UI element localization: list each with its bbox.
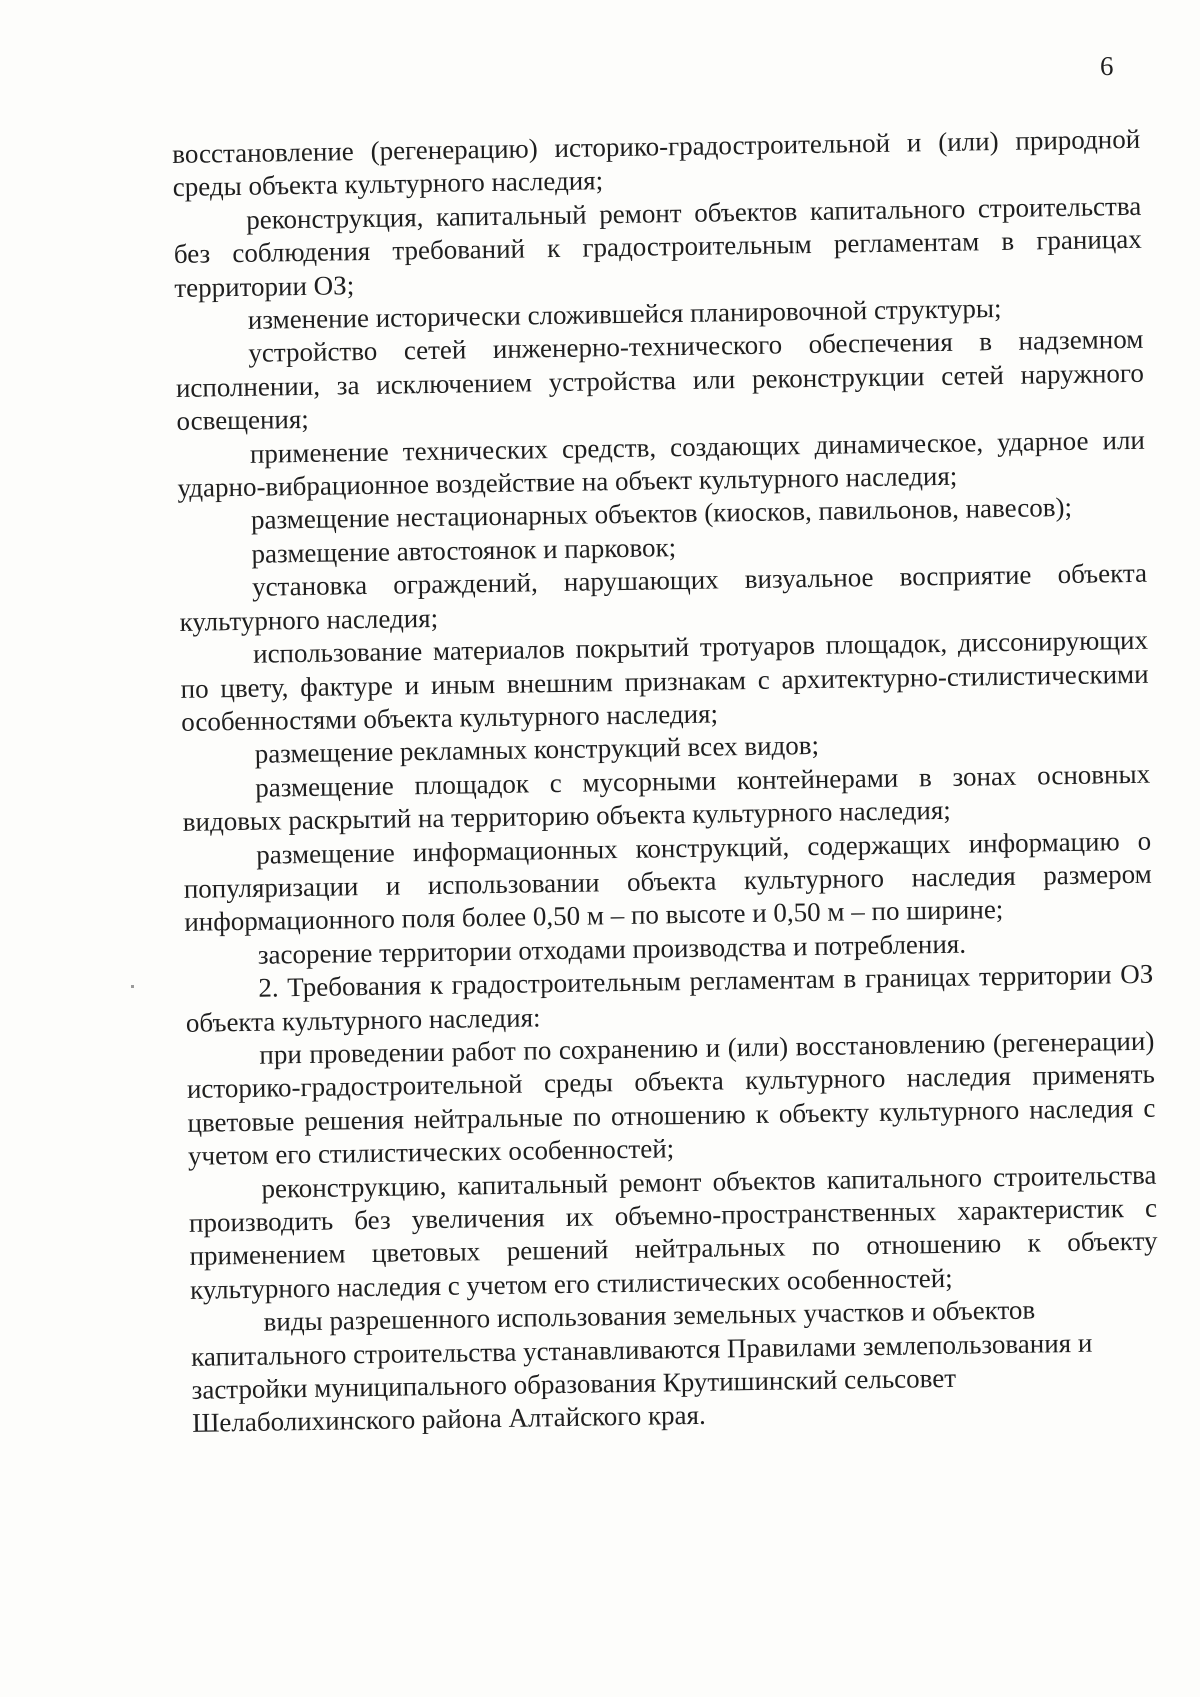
paragraph: установка ограждений, нарушающих визуальное восприятие объекта культурного наследия; xyxy=(179,558,1148,637)
paragraph: размещение автостоянок и парковок; xyxy=(251,532,677,569)
paragraph: при проведении работ по сохранению и (или) восстановлению (регенерации) историко-градостроительной среды объекта культурного наследия применять цветовые решения нейтральные по отношению к объекту культурного наследия с учетом его стилистических особенностей; xyxy=(186,1025,1156,1172)
paragraph: виды разрешенного использования земельных участков и объектов капитального строительства устанавливаются Правилами землепользования и застройки муниципального образования Крутишинский сельсовет Шелаболихинского района Алтайского края. xyxy=(190,1294,1093,1439)
paragraph: реконструкция, капитальный ремонт объектов капитального строительства без соблюдения требований к градостроительным регламентам в границах территории ОЗ; xyxy=(173,190,1142,303)
paragraph: реконструкцию, капитальный ремонт объектов капитального строительства производить без увеличения их объемно-пространственных характеристик с применением цветовых решений нейтральных по отношению к объекту культурного наследия с учетом его стилистических особенностей; xyxy=(188,1159,1158,1305)
paragraph: размещение рекламных конструкций всех видов; xyxy=(254,730,820,770)
paragraph: размещение информационных конструкций, содержащих информацию о популяризации и использовании объекта культурного наследия размером информационного поля более 0,50 м – по высоте и 0,50 м – по ширине; xyxy=(183,825,1152,938)
section-heading-paragraph: 2. Требования к градостроительным регламентам в границах территории ОЗ объекта культурного наследия: xyxy=(185,958,1154,1038)
paragraph: восстановление (регенерацию) историко-градостроительной и (или) природной среды объекта культурного наследия; xyxy=(172,123,1141,203)
paragraph: устройство сетей инженерно-технического обеспечения в надземном исполнении, за исключением устройства или реконструкции сетей наружного освещения; xyxy=(175,324,1145,437)
document-body xyxy=(172,123,1160,1441)
paragraph: размещение нестационарных объектов (киосков, павильонов, навесов); xyxy=(250,492,1073,536)
scan-speck xyxy=(131,985,134,988)
paragraph: изменение исторически сложившейся планировочной структуры; xyxy=(247,293,1002,335)
paragraph: применение технических средств, создающих динамическое, ударное или ударно-вибрационное воздействие на объект культурного наследия; xyxy=(177,424,1146,504)
paragraph: засорение территории отходами производства и потребления. xyxy=(257,928,967,970)
paragraph: размещение площадок с мусорными контейнерами в зонах основных видовых раскрытий на территорию объекта культурного наследия; xyxy=(182,758,1151,838)
paragraph: использование материалов покрытий тротуаров площадок, диссонирующих по цвету, фактуре и иным внешним признакам с архитектурно-стилистическими особенностями объекта культурного наследия; xyxy=(180,624,1149,737)
page-number: 6 xyxy=(1100,51,1114,81)
